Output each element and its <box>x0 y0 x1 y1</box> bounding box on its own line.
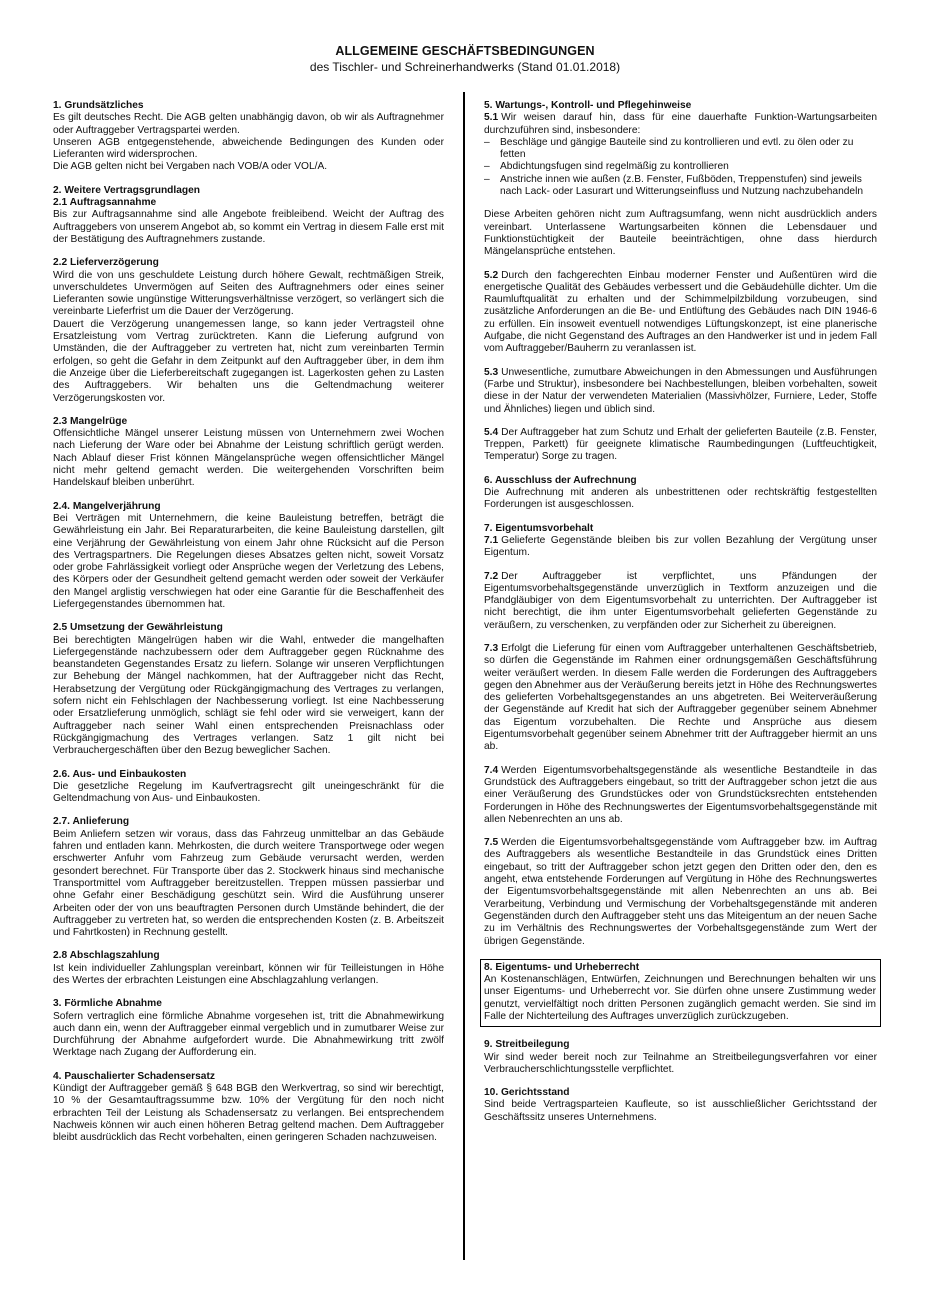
section-heading: 9. Streitbeilegung <box>484 1039 570 1051</box>
paragraph-text: Der Auftraggeber hat zum Schutz und Erhalt der gelieferten Bauteile (z.B. Fenster, Treppen, Parkett) für geeignete klimatische Raumbedingungen (Luftfeuchtigkeit, Temperatur) Sorge zu tragen. <box>484 426 877 463</box>
section-paragraph <box>484 209 877 258</box>
section-paragraph <box>53 781 444 806</box>
clause-number: 7.1 <box>484 534 499 546</box>
clause-number: 7.3 <box>484 642 499 654</box>
section <box>53 501 444 612</box>
section-heading: 2.7. Anlieferung <box>53 816 130 828</box>
paragraph-text: Werden Eigentumsvorbehaltsgegenstände als wesentliche Bestandteile in das Grundstück des Auftraggebers eingebaut, so tritt der Auftraggeber schon jetzt die aus einer Veräußerung des Grundstückes oder von Grundstücksrechten entstehenden Forderungen in Höhe des Rechnungswertes der Eigentumsvorbehaltsgegenstände mit allen Nebenrechten an uns ab. <box>484 764 877 825</box>
section-paragraph <box>484 487 877 512</box>
section-paragraph <box>484 837 877 948</box>
section <box>53 950 444 987</box>
section-paragraph <box>484 643 877 754</box>
section-paragraph <box>53 1083 444 1144</box>
section-paragraph <box>53 513 444 611</box>
section-heading: 2.8 Abschlagszahlung <box>53 950 160 962</box>
left-column <box>53 100 444 1156</box>
bullet-list <box>484 137 877 198</box>
section-heading: 2. Weitere Vertragsgrundlagen 2.1 Auftragsannahme <box>53 184 201 209</box>
section <box>484 1087 877 1124</box>
section-heading: 7. Eigentumsvorbehalt <box>484 522 594 534</box>
section <box>484 367 877 416</box>
paragraph-text: Die Aufrechnung mit anderen als unbestrittenen oder rechtskräftig festgestellten Forderungen ist ausgeschlossen. <box>484 487 877 511</box>
section <box>484 100 877 198</box>
paragraph-text: Offensichtliche Mängel unserer Leistung müssen von Unternehmern zwei Wochen nach Lieferung der Ware oder bei Abnahme der Leistung schriftlich gerügt werden. Nach Ablauf dieser Frist können Mängelansprüche wegen offensichtlicher Mängel nicht mehr geltend gemacht werden. Die weitergehenden Vorschriften beim Handelskauf bleiben unberührt. <box>53 428 444 489</box>
paragraph-text: Wird die von uns geschuldete Leistung durch höhere Gewalt, rechtmäßigen Streik, unverschuldetes Unvermögen auf Seiten des Auftragnehmers oder eines seiner Lieferanten sowie ungünstige Witterungsverhältnisse verzögert, so verlängert sich die vereinbarte Lieferfrist um die Dauer der Verzögerung. Dauert die Verzögerung unangemessen lange, so kann jeder Vertragsteil ohne Ersatzleistung vom Vertrag zurücktreten. Kann die Lieferung aufgrund von Umständen, die der Auftraggeber zu vertreten hat, nicht zum vereinbarten Termin erfolgen, so geht die Gefahr in dem Zeitpunkt auf den Auftraggeber über, in dem ihm die Anzeige über die Lieferbereitschaft zugegangen ist. Lagerkosten gehen zu Lasten des Auftraggebers. Wir behalten uns die Geltendmachung weiterer Verzögerungskosten vor. <box>53 269 444 404</box>
section-paragraph <box>53 209 444 246</box>
paragraph-text: Bis zur Auftragsannahme sind alle Angebote freibleibend. Weicht der Auftrag des Auftraggebers von unserem Angebot ab, so kommt ein Vertrag in diesem Falle erst mit der Bestätigung des Auftragnehmers zustande. <box>53 209 444 245</box>
section-paragraph <box>53 963 444 988</box>
document-subtitle: des Tischler- und Schreinerhandwerks (Stand 01.01.2018) <box>309 60 621 74</box>
list-item: – Abdichtungsfugen sind regelmäßig zu kontrollieren <box>484 161 877 173</box>
section-heading: 6. Ausschluss der Aufrechnung <box>484 474 637 486</box>
section <box>53 769 444 806</box>
paragraph-text: Sofern vertraglich eine förmliche Abnahme vorgesehen ist, tritt die Abnahmewirkung auch dann ein, wenn der Auftraggeber einmal vergeblich und in zumutbarer Weise zur Durchführung der Abnahme aufgefordert wurde. Die Abnahmewirkung tritt zwölf Werktage nach Zugang der Aufforderung ein. <box>53 1010 444 1059</box>
section-paragraph <box>53 112 444 173</box>
paragraph-text: An Kostenanschlägen, Entwürfen, Zeichnungen und Berechnungen behalten wir uns unser Eigentums- und Urheberrecht vor. Sie dürfen ohne unsere Zustimmung weder genutzt, vervielfältigt noch dritten Personen zugänglich gemacht werden. Sie sind im Falle der Nichterteilung des Auftrages unverzüglich zurückzugeben. <box>484 974 876 1022</box>
clause-number: 7.5 <box>484 837 499 849</box>
section <box>53 257 444 405</box>
section-paragraph <box>484 112 877 137</box>
paragraph-text: Beim Anliefern setzen wir voraus, dass das Fahrzeug unmittelbar an das Gebäude fahren und entladen kann. Mehrkosten, die durch weitere Transportwege oder wegen erschwerter Anfuhr vom Fahrzeug zum Gebäude verursacht werden, werden gesondert berechnet. Für Transporte über das 2. Stockwerk hinaus sind mechanische Transportmittel vom Auftraggeber bereitzustellen. Treppen müssen passierbar und ohne Gefahr einer Beschädigung geschützt sein. Wird die Ausführung unserer Arbeiten oder der von uns beauftragten Personen durch Umstände behindert, die der Auftraggeber zu vertreten hat, so werden die entsprechenden Kosten (z. B. Arbeitszeit und Fahrtkosten) in Rechnung gestellt. <box>53 828 444 939</box>
section <box>484 643 877 754</box>
section-heading: 2.6. Aus- und Einbaukosten <box>53 768 187 780</box>
section-paragraph <box>484 1099 877 1124</box>
section-paragraph <box>53 635 444 758</box>
section <box>53 816 444 939</box>
section <box>484 765 877 826</box>
section-heading: 2.2 Lieferverzögerung <box>53 257 159 269</box>
section-heading: 4. Pauschalierter Schadensersatz <box>53 1070 215 1082</box>
section <box>53 1071 444 1145</box>
section <box>53 100 444 174</box>
section-heading: 3. Förmliche Abnahme <box>53 998 162 1010</box>
section <box>480 959 881 1027</box>
document-title: ALLGEMEINE GESCHÄFTSBEDINGUNGEN <box>335 44 595 58</box>
section-heading: 5. Wartungs-, Kontroll- und Pflegehinweise <box>484 100 692 111</box>
paragraph-text: Kündigt der Auftraggeber gemäß § 648 BGB den Werkvertrag, so sind wir berechtigt, 10 % der Gesamtauftragssumme bzw. 10% der Vergütung für den noch nicht erbrachten Teil der Leistung als Schadensersatz zu verlangen. Bei entsprechendem Nachweis können wir auch einen höheren Betrag geltend machen. Dem Auftraggeber bleibt ausdrücklich das Recht vorbehalten, einen geringeren Schaden nachzuweisen. <box>53 1083 444 1144</box>
paragraph-text: Wir sind weder bereit noch zur Teilnahme an Streitbeilegungsverfahren vor einer Verbraucherschlichtungsstelle verpflichtet. <box>484 1051 877 1075</box>
section-paragraph <box>53 428 444 489</box>
section-heading: 8. Eigentums- und Urheberrecht <box>484 961 640 973</box>
clause-number: 5.4 <box>484 426 499 438</box>
section-paragraph <box>484 270 877 356</box>
paragraph-text: Es gilt deutsches Recht. Die AGB gelten unabhängig davon, ob wir als Auftragnehmer oder Auftraggeber Vertragspartei werden. Unseren AGB entgegenstehende, abweichende Bedingungen des Kunden oder Lieferanten wird widersprochen. Die AGB gelten nicht bei Vergaben nach VOB/A oder VOL/A. <box>53 112 444 173</box>
section <box>53 622 444 757</box>
paragraph-text: Die gesetzliche Regelung im Kaufvertragsrecht gilt uneingeschränkt für die Geltendmachung von Aus- und Einbaukosten. <box>53 780 444 805</box>
paragraph-text: Wir weisen darauf hin, dass für eine dauerhafte Funktion-Wartungsarbeiten durchzuführen sind, insbesondere: <box>484 112 877 136</box>
section <box>53 416 444 490</box>
paragraph-text: Ist kein individueller Zahlungsplan vereinbart, können wir für Teilleistungen in Höhe des Wertes der erbrachten Leistungen eine Abschlagzahlung verlangen. <box>53 962 444 986</box>
paragraph-text: Werden die Eigentumsvorbehaltsgegenstände vom Auftraggeber bzw. im Auftrag des Auftraggebers als wesentliche Bestandteile in das Grundstück eines Dritten eingebaut, so tritt der Auftraggeber schon jetzt gegen den Dritten oder den, den es angeht, etwa entstehende Forderungen auf Vergütung in Höhe des Rechnungswertes der Eigentumsvorbehaltsgegenstände mit allen Nebenrechten an uns ab. Bei Verarbeitung, Verbindung und Vermischung der Vorbehaltsgegenstände mit anderen Gegenständen durch den Auftraggeber steht uns das Miteigentum an der neuen Sache zu im Verhältnis des Rechnungswertes der Vorbehaltsgegenstände zum Wert der übrigen Gegenstände. <box>484 837 877 947</box>
section-paragraph <box>484 1052 877 1077</box>
section <box>53 185 444 246</box>
section <box>484 523 877 560</box>
paragraph-text: Durch den fachgerechten Einbau moderner Fenster und Außentüren wird die energetische Qualität des Gebäudes verbessert und die Gebäudehülle dichter. Um die Raumluftqualität zu erhalten und der Schimmelpilzbildung vorzubeugen, sind zusätzliche Anforderungen an die Be- und Entlüftung des Gebäudes nach DIN 1946-6 zu erfüllen. Ein insoweit eventuell notwendiges Lüftungskonzept, ist eine planerische Aufgabe, die nicht Gegenstand des Auftrages an den Handwerker ist und in jedem Fall vom Auftraggeber/Bauherrn zu veranlassen ist. <box>484 269 877 355</box>
section-paragraph <box>53 829 444 940</box>
section-paragraph <box>53 270 444 405</box>
paragraph-text: Der Auftraggeber ist verpflichtet, uns Pfändungen der Eigentumsvorbehaltsgegenstände unverzüglich in Textform anzuzeigen und die Pfandgläubiger von dem Eigentumsvorbehalt zu unterrichten. Der Auftraggeber ist nicht berechtigt, die ihm unter Eigentumsvorbehalt gelieferten Gegenstände zu veräußern, zu verschenken, zu verpfänden oder zur Sicherheit zu übereignen. <box>484 570 877 631</box>
section <box>53 998 444 1059</box>
section-heading: 1. Grundsätzliches <box>53 100 144 111</box>
section <box>484 209 877 258</box>
section-heading: 2.5 Umsetzung der Gewährleistung <box>53 622 223 634</box>
right-column <box>484 100 877 1135</box>
section-heading: 2.3 Mangelrüge <box>53 415 128 427</box>
section-heading: 10. Gerichtsstand <box>484 1087 570 1099</box>
clause-number: 7.4 <box>484 764 499 776</box>
paragraph-text: Bei Verträgen mit Unternehmern, die keine Bauleistung betreffen, beträgt die Gewährleistung ein Jahr. Bei Reparaturarbeiten, die keine Bauleistung darstellen, gilt eine Verjährung der Gewährleistung von einem Jahr ohne Rücksicht auf die Person des Vertragspartners. Die Regelungen dieses Absatzes gelten nicht, soweit Vorsatz oder grobe Fahrlässigkeit vorliegt oder Ansprüche wegen der Verletzung des Lebens, des Körpers oder der Gesundheit geltend gemacht werden oder soweit der Verkäufer den Mangel arglistig verschwiegen hat oder eine Garantie für die Beschaffenheit des Liefergegenstandes übernommen hat. <box>53 512 444 610</box>
paragraph-text: Diese Arbeiten gehören nicht zum Auftragsumfang, wenn nicht ausdrücklich anders vereinbart. Unterlassene Wartungsarbeiten können die Lebensdauer und Funktionstüchtigkeit der Bauteile beeinträchtigen, ohne dass hierdurch Mängelansprüche entstehen. <box>484 209 877 258</box>
section <box>484 1039 877 1076</box>
column-divider <box>463 92 465 1260</box>
document-header <box>0 44 930 74</box>
paragraph-text: Unwesentliche, zumutbare Abweichungen in den Abmessungen und Ausführungen (Farbe und Struktur), insbesondere bei Nachbestellungen, bleiben vorbehalten, soweit diese in der Natur der verwendeten Materialien (Massivhölzer, Furniere, Leder, Stoffe und Ähnliches) liegen und üblich sind. <box>484 366 877 415</box>
section-paragraph <box>53 1011 444 1060</box>
list-item: – Anstriche innen wie außen (z.B. Fenster, Fußböden, Treppenstufen) sind jeweils nach Lack- oder Lasurart und Witterungseinfluss und Nutzung nachzubehandeln <box>484 174 877 199</box>
paragraph-text: Erfolgt die Lieferung für einen vom Auftraggeber unterhaltenen Geschäftsbetrieb, so dürfen die Gegenstände im Rahmen einer ordnungsgemäßen Geschäftsführung weiter veräußert werden. In diesem Falle werden die Forderungen des Auftraggebers gegen den Abnehmer aus der Veräußerung bereits jetzt in Höhe des Rechnungswertes des gelieferten Vorbehaltsgegenstandes an uns abgetreten. Bei Weiterveräußerung der Gegenstände auf Kredit hat sich der Auftraggeber gegenüber seinem Abnehmer das Eigentum vorzubehalten. Die Rechte und Ansprüche aus diesem Eigentumsvorbehalt gegenüber seinem Abnehmer tritt der Auftraggeber hiermit an uns ab. <box>484 642 877 753</box>
section-paragraph <box>484 571 877 632</box>
section-paragraph <box>484 427 877 464</box>
section-heading: 2.4. Mangelverjährung <box>53 500 161 512</box>
section <box>484 270 877 356</box>
section-paragraph <box>484 535 877 560</box>
section-paragraph <box>484 974 876 1023</box>
section-paragraph <box>484 367 877 416</box>
paragraph-text: Sind beide Vertragsparteien Kaufleute, so ist ausschließlicher Gerichtsstand der Geschäftssitz unseres Unternehmens. <box>484 1099 877 1123</box>
list-item: – Beschläge und gängige Bauteile sind zu kontrollieren und evtl. zu ölen oder zu fetten <box>484 137 877 162</box>
section <box>484 837 877 948</box>
clause-number: 7.2 <box>484 570 499 582</box>
section <box>484 475 877 512</box>
section <box>484 427 877 464</box>
section <box>484 571 877 632</box>
clause-number: 5.2 <box>484 269 499 281</box>
clause-number: 5.3 <box>484 366 499 378</box>
section-paragraph <box>484 765 877 826</box>
clause-number: 5.1 <box>484 112 499 124</box>
paragraph-text: Bei berechtigten Mängelrügen haben wir die Wahl, entweder die mangelhaften Liefergegenstände nachzubessern oder dem Auftraggeber gegen Rücknahme des beanstandeten Gegenstandes Ersatz zu liefern. Solange wir unseren Verpflichtungen zur Behebung der Mängel nachkommen, hat der Auftraggeber nicht das Recht, Herabsetzung der Vergütung oder Rückgängigmachung des Vertrages zu verlangen, sofern nicht ein Fehlschlagen der Nachbesserung vorliegt. Ist eine Nachbesserung oder Ersatzlieferung unmöglich, schlägt sie fehl oder wird sie verweigert, kann der Auftraggeber nach seiner Wahl einen entsprechenden Preisnachlass oder Rückgängigmachung des Vertrages verlangen. Satz 1 gilt nicht bei Verbrauchergeschäften über den Bezug beweglicher Sachen. <box>53 634 444 757</box>
paragraph-text: Gelieferte Gegenstände bleiben bis zur vollen Bezahlung der Vergütung unser Eigentum. <box>484 534 877 559</box>
